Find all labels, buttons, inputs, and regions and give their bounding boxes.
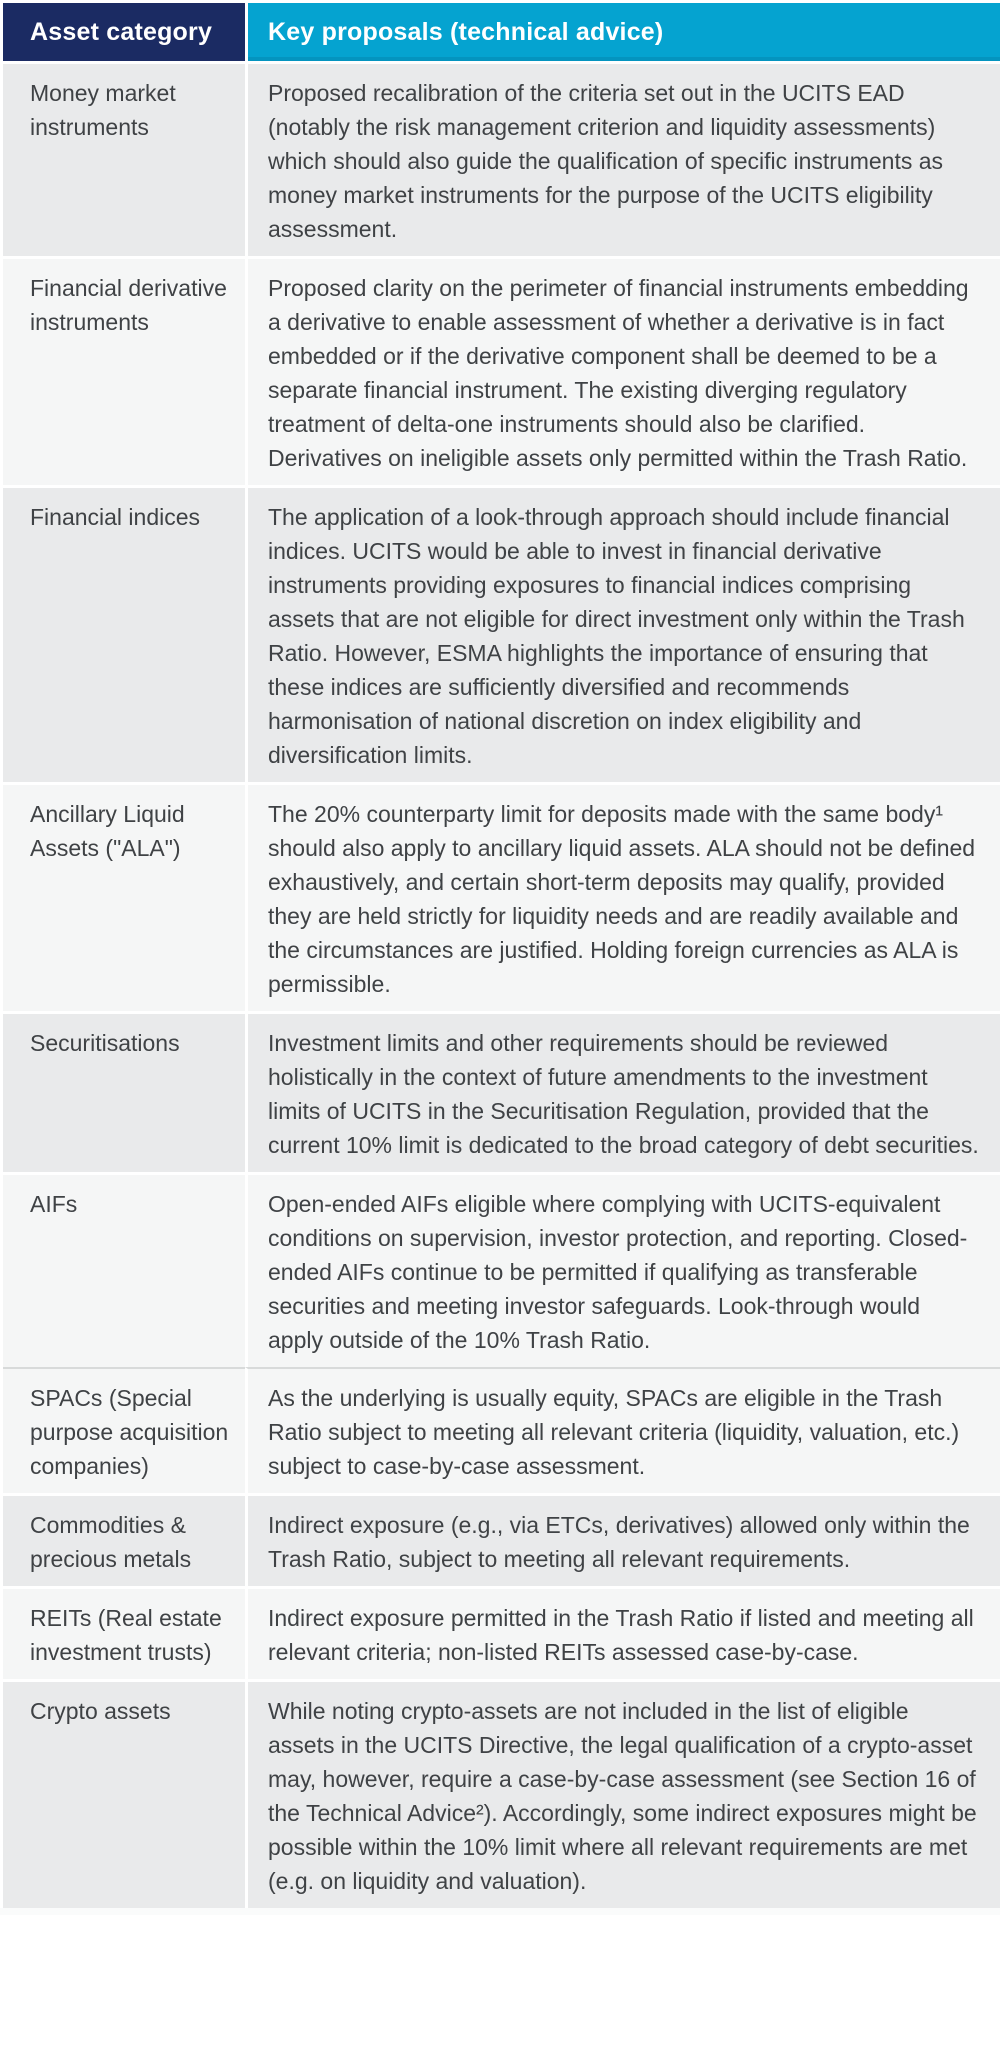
column-header-asset-category: Asset category [3,3,245,61]
asset-category-cell: Financial derivative instruments [3,256,245,485]
asset-category-cell: Commodities & precious metals [3,1493,245,1586]
asset-category-cell: REITs (Real estate investment trusts) [3,1586,245,1679]
key-proposal-cell: Indirect exposure permitted in the Trash Ratio if listed and meeting all relevant criteria; non-listed REITs assessed case-by-case. [245,1586,1000,1679]
key-proposal-cell: The 20% counterparty limit for deposits made with the same body¹ should also apply to ancillary liquid assets. ALA should not be defined exhaustively, and certain short-term deposits may qualify, provided they are held strictly for liquidity needs and are readily available and the circumstances are justified. Holding foreign currencies as ALA is permissible. [245,782,1000,1011]
asset-category-cell: AIFs [3,1172,245,1367]
table-row [3,256,1000,485]
asset-category-cell: Ancillary Liquid Assets ("ALA") [3,782,245,1011]
table-row [3,1172,1000,1367]
table-row [3,1493,1000,1586]
table-row [3,485,1000,782]
key-proposal-cell: Proposed clarity on the perimeter of financial instruments embedding a derivative to enable assessment of whether a derivative is in fact embedded or if the derivative component shall be deemed to be a separate financial instrument. The existing diverging regulatory treatment of delta-one instruments should also be clarified. Derivatives on ineligible assets only permitted within the Trash Ratio. [245,256,1000,485]
table-row [3,61,1000,256]
table-row [3,1367,1000,1493]
asset-category-cell: Financial indices [3,485,245,782]
table-row [3,1011,1000,1172]
key-proposal-cell: Proposed recalibration of the criteria set out in the UCITS EAD (notably the risk management criterion and liquidity assessments) which should also guide the qualification of specific instruments as money market instruments for the purpose of the UCITS eligibility assessment. [245,61,1000,256]
asset-category-cell: Crypto assets [3,1679,245,1908]
asset-category-cell: SPACs (Special purpose acquisition companies) [3,1367,245,1493]
key-proposal-cell: The application of a look-through approach should include financial indices. UCITS would be able to invest in financial derivative instruments providing exposures to financial indices comprising assets that are not eligible for direct investment only within the Trash Ratio. However, ESMA highlights the importance of ensuring that these indices are sufficiently diversified and recommends harmonisation of national discretion on index eligibility and diversification limits. [245,485,1000,782]
key-proposal-cell: Open-ended AIFs eligible where complying with UCITS-equivalent conditions on supervision, investor protection, and reporting. Closed-ended AIFs continue to be permitted if qualifying as transferable securities and meeting investor safeguards. Look-through would apply outside of the 10% Trash Ratio. [245,1172,1000,1367]
table-row [3,782,1000,1011]
table-header-row [3,3,1000,61]
table-row [3,1586,1000,1679]
asset-category-cell: Money market instruments [3,61,245,256]
key-proposal-cell: Indirect exposure (e.g., via ETCs, derivatives) allowed only within the Trash Ratio, subject to meeting all relevant requirements. [245,1493,1000,1586]
table-row [3,1679,1000,1908]
key-proposal-cell: Investment limits and other requirements should be reviewed holistically in the context of future amendments to the investment limits of UCITS in the Securitisation Regulation, provided that the current 10% limit is dedicated to the broad category of debt securities. [245,1011,1000,1172]
key-proposal-cell: While noting crypto-assets are not included in the list of eligible assets in the UCITS Directive, the legal qualification of a crypto-asset may, however, require a case-by-case assessment (see Section 16 of the Technical Advice²). Accordingly, some indirect exposures might be possible within the 10% limit where all relevant requirements are met (e.g. on liquidity and valuation). [245,1679,1000,1908]
key-proposal-cell: As the underlying is usually equity, SPACs are eligible in the Trash Ratio subject to meeting all relevant criteria (liquidity, valuation, etc.) subject to case-by-case assessment. [245,1367,1000,1493]
column-header-key-proposals: Key proposals (technical advice) [245,3,1000,61]
asset-category-cell: Securitisations [3,1011,245,1172]
bottom-separator [0,1908,1000,1915]
